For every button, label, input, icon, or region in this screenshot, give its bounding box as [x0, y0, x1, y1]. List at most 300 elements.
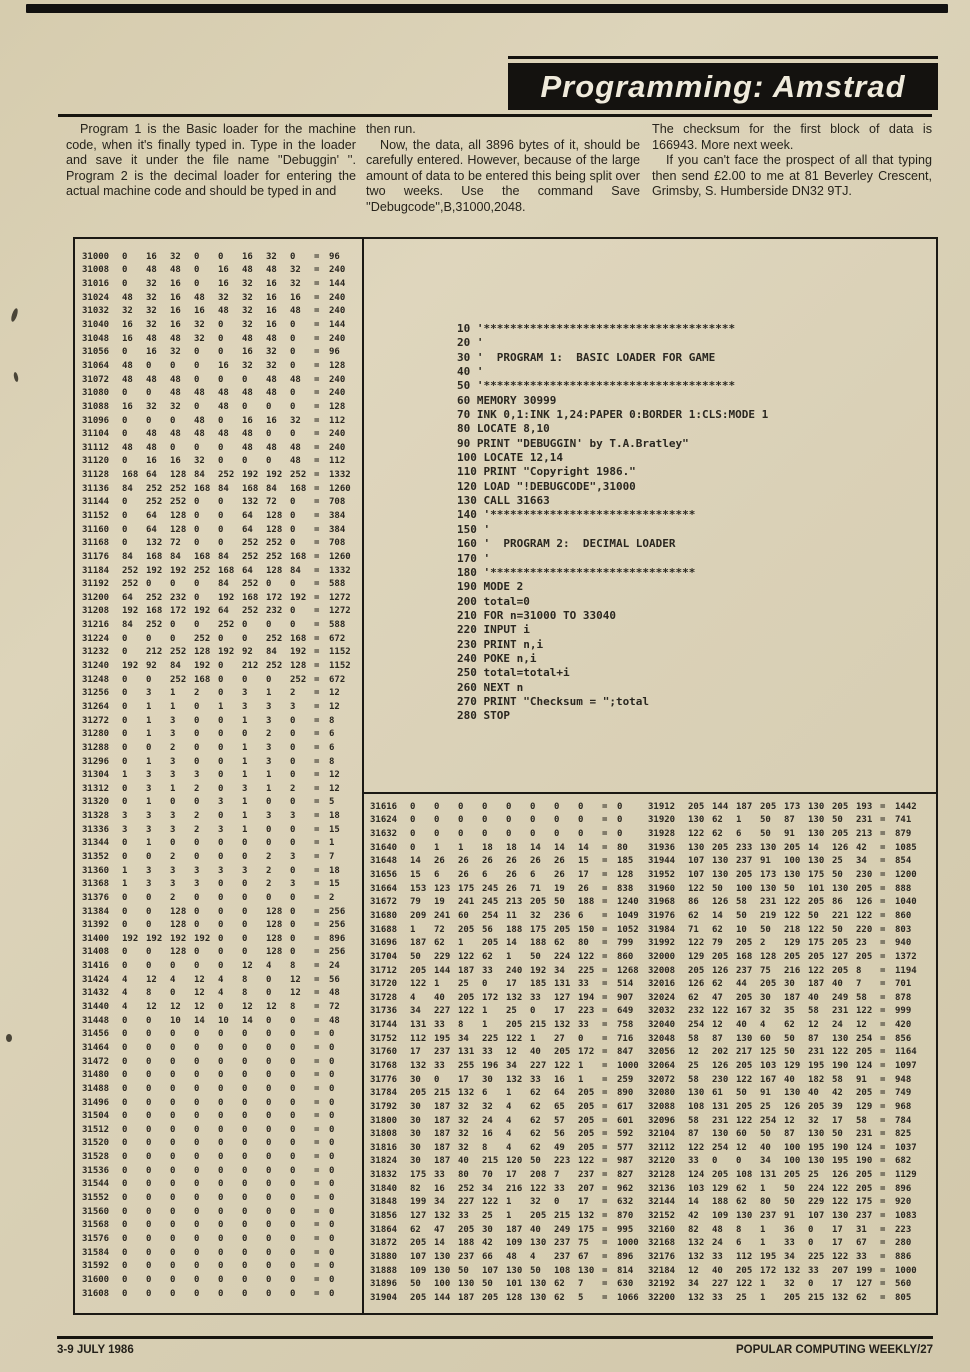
table-row	[82, 1096, 367, 1110]
byte-value: 50	[832, 815, 843, 826]
byte-value: 0	[290, 729, 296, 740]
byte-value: 0	[122, 538, 128, 549]
byte-value: 1	[458, 842, 464, 853]
byte-value: 192	[290, 592, 307, 603]
byte-value: 224	[808, 1183, 825, 1194]
byte-value: 237	[856, 1211, 873, 1222]
byte-value: 122	[856, 910, 873, 921]
table-row	[648, 868, 933, 882]
byte-value: 122	[832, 1251, 849, 1262]
byte-value: 30	[410, 1142, 421, 1153]
byte-value: 0	[482, 815, 488, 826]
listing-line: 250 total=total+i	[457, 666, 570, 680]
row-checksum: 803	[895, 924, 912, 935]
byte-value: 205	[578, 1142, 595, 1153]
byte-value: 132	[458, 1088, 475, 1099]
row-address: 32000	[648, 951, 676, 962]
byte-value: 84	[218, 483, 229, 494]
byte-value: 122	[808, 965, 825, 976]
intro-paragraph: Program 1 is the Basic loader for the machine code, when it's finally typed in. Type in the loader and save it under the file name ''Debuggin' ''. Program 2 is the decimal loader for entering the actual machine code and should be typed in and	[66, 122, 356, 199]
byte-value: 0	[410, 829, 416, 840]
byte-value: 60	[736, 1129, 747, 1140]
byte-value: 107	[688, 856, 705, 867]
byte-value: 192	[218, 647, 235, 658]
byte-value: 0	[578, 801, 584, 812]
intro-column-2	[366, 122, 640, 234]
byte-value: 0	[218, 1206, 224, 1217]
byte-value: 0	[122, 742, 128, 753]
byte-value: 84	[170, 661, 181, 672]
byte-value: 130	[458, 1279, 475, 1290]
byte-value: 213	[506, 897, 523, 908]
row-checksum: 1200	[895, 870, 917, 881]
byte-value: 0	[194, 1083, 200, 1094]
byte-value: 30	[410, 1129, 421, 1140]
byte-value: 17	[458, 1074, 469, 1085]
table-row	[648, 1223, 933, 1237]
row-checksum: 999	[895, 1006, 912, 1017]
row-address: 31240	[82, 661, 110, 672]
byte-value: 24	[712, 1238, 723, 1249]
byte-value: 26	[506, 883, 517, 894]
listing-line: 180 '*******************************	[457, 565, 696, 579]
byte-value: 209	[410, 910, 427, 921]
byte-value: 225	[808, 1251, 825, 1262]
row-checksum: 12	[329, 783, 340, 794]
byte-value: 0	[194, 401, 200, 412]
byte-value: 0	[122, 633, 128, 644]
byte-value: 62	[530, 1129, 541, 1140]
byte-value: 205	[530, 1211, 547, 1222]
byte-value: 0	[170, 579, 176, 590]
byte-value: 192	[194, 933, 211, 944]
byte-value: 0	[290, 251, 296, 262]
table-row	[648, 1182, 933, 1196]
table-row	[648, 977, 933, 991]
byte-value: 0	[290, 388, 296, 399]
byte-value: 0	[122, 1083, 128, 1094]
byte-value: 17	[832, 1279, 843, 1290]
row-address: 31176	[82, 551, 110, 562]
byte-value: 131	[760, 1170, 777, 1181]
byte-value: 0	[122, 456, 128, 467]
byte-value: 86	[688, 897, 699, 908]
equals-sign: =	[314, 606, 320, 617]
byte-value: 1	[146, 756, 152, 767]
byte-value: 58	[808, 1006, 819, 1017]
table-row	[648, 800, 933, 814]
byte-value: 126	[712, 897, 729, 908]
byte-value: 84	[194, 470, 205, 481]
byte-value: 16	[554, 1074, 565, 1085]
byte-value: 48	[194, 388, 205, 399]
byte-value: 0	[242, 1261, 248, 1272]
byte-value: 0	[458, 815, 464, 826]
equals-sign: =	[314, 906, 320, 917]
byte-value: 0	[266, 1015, 272, 1026]
row-address: 31528	[82, 1152, 110, 1163]
row-address: 32072	[648, 1074, 676, 1085]
byte-value: 16	[218, 360, 229, 371]
byte-value: 62	[554, 1279, 565, 1290]
byte-value: 34	[506, 1060, 517, 1071]
byte-value: 0	[290, 401, 296, 412]
byte-value: 0	[242, 1029, 248, 1040]
byte-value: 0	[242, 852, 248, 862]
table-row	[648, 1209, 933, 1223]
byte-value: 0	[218, 688, 224, 699]
table-row	[82, 264, 367, 278]
row-address: 31016	[82, 279, 110, 290]
byte-value: 168	[194, 551, 211, 562]
row-address: 31824	[370, 1156, 398, 1167]
equals-sign: =	[602, 1211, 608, 1222]
byte-value: 168	[122, 470, 139, 481]
row-address: 32144	[648, 1197, 676, 1208]
equals-sign: =	[880, 897, 886, 908]
byte-value: 0	[194, 947, 200, 958]
byte-value: 0	[266, 1124, 272, 1135]
byte-value: 48	[170, 388, 181, 399]
table-row	[648, 1237, 933, 1251]
byte-value: 26	[506, 870, 517, 881]
byte-value: 1	[266, 783, 272, 794]
byte-value: 91	[784, 829, 795, 840]
byte-value: 44	[736, 979, 747, 990]
byte-value: 252	[146, 620, 163, 631]
byte-value: 75	[578, 1238, 589, 1249]
byte-value: 0	[170, 620, 176, 631]
table-row	[370, 1059, 655, 1073]
row-checksum: 784	[895, 1115, 912, 1126]
byte-value: 0	[194, 442, 200, 453]
byte-value: 2	[266, 879, 272, 890]
byte-value: 16	[146, 347, 157, 358]
row-address: 31344	[82, 838, 110, 849]
byte-value: 0	[242, 1206, 248, 1217]
byte-value: 132	[554, 1020, 571, 1031]
row-address: 32136	[648, 1183, 676, 1194]
byte-value: 50	[712, 883, 723, 894]
table-row	[82, 946, 367, 960]
byte-value: 32	[266, 347, 277, 358]
equals-sign: =	[314, 456, 320, 467]
equals-sign: =	[880, 1238, 886, 1249]
equals-sign: =	[314, 1220, 320, 1231]
byte-value: 187	[434, 1142, 451, 1153]
byte-value: 192	[266, 470, 283, 481]
table-row	[82, 959, 367, 973]
byte-value: 23	[856, 938, 867, 949]
row-checksum: 1240	[617, 897, 639, 908]
byte-value: 205	[808, 897, 825, 908]
byte-value: 50	[784, 1183, 795, 1194]
byte-value: 205	[760, 979, 777, 990]
row-checksum: 96	[329, 251, 340, 262]
byte-value: 0	[194, 1179, 200, 1190]
row-address: 31672	[370, 897, 398, 908]
byte-value: 172	[170, 606, 187, 617]
row-checksum: 144	[329, 279, 346, 290]
listing-line: 280 STOP	[457, 709, 510, 723]
byte-value: 39	[832, 1101, 843, 1112]
byte-value: 126	[784, 1101, 801, 1112]
equals-sign: =	[602, 1033, 608, 1044]
byte-value: 16	[146, 251, 157, 262]
equals-sign: =	[314, 974, 320, 985]
byte-value: 34	[784, 1251, 795, 1262]
equals-sign: =	[602, 1224, 608, 1235]
byte-value: 0	[146, 1083, 152, 1094]
byte-value: 0	[290, 947, 296, 958]
byte-value: 231	[856, 1129, 873, 1140]
row-checksum: 592	[617, 1129, 634, 1140]
byte-value: 1	[434, 979, 440, 990]
table-row	[370, 977, 655, 991]
listing-line: 130 CALL 31663	[457, 494, 550, 508]
byte-value: 64	[242, 524, 253, 535]
byte-value: 0	[290, 429, 296, 440]
row-address: 32152	[648, 1211, 676, 1222]
row-address: 31904	[370, 1292, 398, 1303]
byte-value: 48	[146, 265, 157, 276]
equals-sign: =	[602, 924, 608, 935]
row-checksum: 1332	[329, 565, 351, 576]
row-address: 31088	[82, 401, 110, 412]
byte-value: 48	[218, 388, 229, 399]
byte-value: 130	[808, 856, 825, 867]
byte-value: 0	[170, 797, 176, 808]
byte-value: 14	[808, 842, 819, 853]
row-checksum: 1085	[895, 842, 917, 853]
byte-value: 12	[194, 988, 205, 999]
byte-value: 0	[290, 1111, 296, 1122]
byte-value: 6	[736, 829, 742, 840]
byte-value: 26	[482, 856, 493, 867]
byte-value: 33	[434, 1060, 445, 1071]
byte-value: 205	[410, 1292, 427, 1303]
equals-sign: =	[880, 1115, 886, 1126]
table-row	[82, 646, 367, 660]
row-address: 31960	[648, 883, 676, 894]
byte-value: 33	[554, 1183, 565, 1194]
byte-value: 0	[218, 742, 224, 753]
row-address: 32032	[648, 1006, 676, 1017]
row-address: 31064	[82, 360, 110, 371]
byte-value: 0	[194, 1206, 200, 1217]
byte-value: 24	[482, 1115, 493, 1126]
table-row	[648, 814, 933, 828]
equals-sign: =	[314, 524, 320, 535]
byte-value: 16	[266, 279, 277, 290]
scan-artifact	[10, 308, 19, 323]
row-address: 31376	[82, 892, 110, 903]
byte-value: 62	[482, 951, 493, 962]
byte-value: 48	[218, 401, 229, 412]
byte-value: 1	[434, 842, 440, 853]
intro-paragraph: Now, the data, all 3896 bytes of it, should be carefully entered. However, because of the large amount of data to be entered this being split over two weeks. Use the command Save ''Debugcode'',B,31000,2048.	[366, 137, 640, 214]
byte-value: 87	[688, 1129, 699, 1140]
table-row	[82, 1055, 367, 1069]
equals-sign: =	[602, 938, 608, 949]
byte-value: 0	[290, 360, 296, 371]
listing-line: 50 '**************************************	[457, 379, 736, 393]
byte-value: 87	[712, 1033, 723, 1044]
byte-value: 0	[218, 1233, 224, 1244]
row-checksum: 799	[617, 938, 634, 949]
byte-value: 56	[554, 1129, 565, 1140]
byte-value: 1	[146, 701, 152, 712]
table-row	[82, 1164, 367, 1178]
row-checksum: 0	[329, 1124, 335, 1135]
byte-value: 12	[856, 1020, 867, 1031]
byte-value: 122	[688, 938, 705, 949]
table-row	[82, 305, 367, 319]
byte-value: 0	[218, 1138, 224, 1149]
byte-value: 103	[688, 1183, 705, 1194]
row-address: 31264	[82, 701, 110, 712]
byte-value: 205	[410, 1088, 427, 1099]
byte-value: 48	[194, 415, 205, 426]
byte-value: 0	[194, 906, 200, 917]
byte-value: 0	[290, 715, 296, 726]
byte-value: 0	[290, 906, 296, 917]
row-checksum: 805	[895, 1292, 912, 1303]
byte-value: 205	[578, 1115, 595, 1126]
byte-value: 252	[266, 538, 283, 549]
byte-value: 187	[434, 1101, 451, 1112]
row-address: 31040	[82, 320, 110, 331]
row-checksum: 18	[329, 811, 340, 822]
byte-value: 3	[266, 811, 272, 822]
byte-value: 8	[482, 1142, 488, 1153]
byte-value: 195	[808, 1060, 825, 1071]
byte-value: 0	[266, 1056, 272, 1067]
equals-sign: =	[314, 811, 320, 822]
byte-value: 0	[170, 1083, 176, 1094]
row-checksum: 1260	[329, 551, 351, 562]
row-checksum: 0	[329, 1274, 335, 1285]
row-checksum: 588	[329, 620, 346, 631]
byte-value: 0	[122, 1206, 128, 1217]
byte-value: 205	[688, 965, 705, 976]
row-checksum: 256	[329, 947, 346, 958]
byte-value: 132	[784, 1265, 801, 1276]
byte-value: 3	[194, 865, 200, 876]
byte-value: 0	[194, 797, 200, 808]
byte-value: 168	[290, 551, 307, 562]
byte-value: 26	[506, 856, 517, 867]
byte-value: 172	[578, 1047, 595, 1058]
row-checksum: 48	[329, 988, 340, 999]
byte-value: 1	[530, 1033, 536, 1044]
equals-sign: =	[880, 1224, 886, 1235]
table-row	[370, 1086, 655, 1100]
table-row	[82, 632, 367, 646]
byte-value: 0	[218, 1261, 224, 1272]
row-address: 31232	[82, 647, 110, 658]
byte-value: 10	[170, 1015, 181, 1026]
row-address: 31656	[370, 870, 398, 881]
byte-value: 0	[266, 1152, 272, 1163]
byte-value: 0	[808, 1279, 814, 1290]
byte-value: 0	[194, 1152, 200, 1163]
byte-value: 120	[506, 1156, 523, 1167]
byte-value: 0	[242, 456, 248, 467]
byte-value: 0	[122, 1138, 128, 1149]
equals-sign: =	[880, 979, 886, 990]
byte-value: 47	[434, 1224, 445, 1235]
byte-value: 1	[760, 1183, 766, 1194]
byte-value: 34	[688, 1279, 699, 1290]
byte-value: 175	[856, 1197, 873, 1208]
row-address: 31760	[370, 1047, 398, 1058]
byte-value: 0	[808, 1238, 814, 1249]
table-row	[82, 1014, 367, 1028]
row-address: 31504	[82, 1111, 110, 1122]
row-checksum: 0	[617, 829, 623, 840]
row-address: 31688	[370, 924, 398, 935]
row-address: 31112	[82, 442, 110, 453]
byte-value: 50	[760, 815, 771, 826]
scan-artifact	[13, 372, 19, 383]
byte-value: 0	[290, 1097, 296, 1108]
byte-value: 12	[506, 1047, 517, 1058]
row-checksum: 2	[329, 892, 335, 903]
table-row	[82, 318, 367, 332]
byte-value: 0	[410, 801, 416, 812]
byte-value: 168	[290, 633, 307, 644]
row-checksum: 758	[617, 1020, 634, 1031]
row-checksum: 15	[329, 824, 340, 835]
byte-value: 0	[122, 415, 128, 426]
byte-value: 124	[688, 1170, 705, 1181]
row-checksum: 0	[329, 1097, 335, 1108]
equals-sign: =	[602, 1115, 608, 1126]
row-address: 31832	[370, 1170, 398, 1181]
byte-value: 8	[242, 974, 248, 985]
equals-sign: =	[314, 865, 320, 876]
byte-value: 0	[242, 879, 248, 890]
byte-value: 0	[578, 815, 584, 826]
row-checksum: 0	[329, 1083, 335, 1094]
byte-value: 40	[736, 1020, 747, 1031]
row-checksum: 856	[895, 1033, 912, 1044]
byte-value: 107	[482, 1265, 499, 1276]
byte-value: 0	[266, 1193, 272, 1204]
byte-value: 122	[458, 951, 475, 962]
byte-value: 168	[218, 565, 235, 576]
table-row	[82, 1109, 367, 1123]
byte-value: 0	[290, 1042, 296, 1053]
byte-value: 50	[482, 1279, 493, 1290]
byte-value: 4	[410, 992, 416, 1003]
table-row	[648, 1127, 933, 1141]
byte-value: 0	[290, 538, 296, 549]
byte-value: 188	[578, 897, 595, 908]
byte-value: 0	[218, 1152, 224, 1163]
byte-value: 0	[290, 1179, 296, 1190]
byte-value: 64	[146, 510, 157, 521]
equals-sign: =	[880, 992, 886, 1003]
byte-value: 0	[194, 1165, 200, 1176]
equals-sign: =	[880, 965, 886, 976]
byte-value: 252	[146, 592, 163, 603]
row-checksum: 896	[329, 933, 346, 944]
equals-sign: =	[602, 856, 608, 867]
row-checksum: 1372	[895, 951, 917, 962]
row-address: 31696	[370, 938, 398, 949]
